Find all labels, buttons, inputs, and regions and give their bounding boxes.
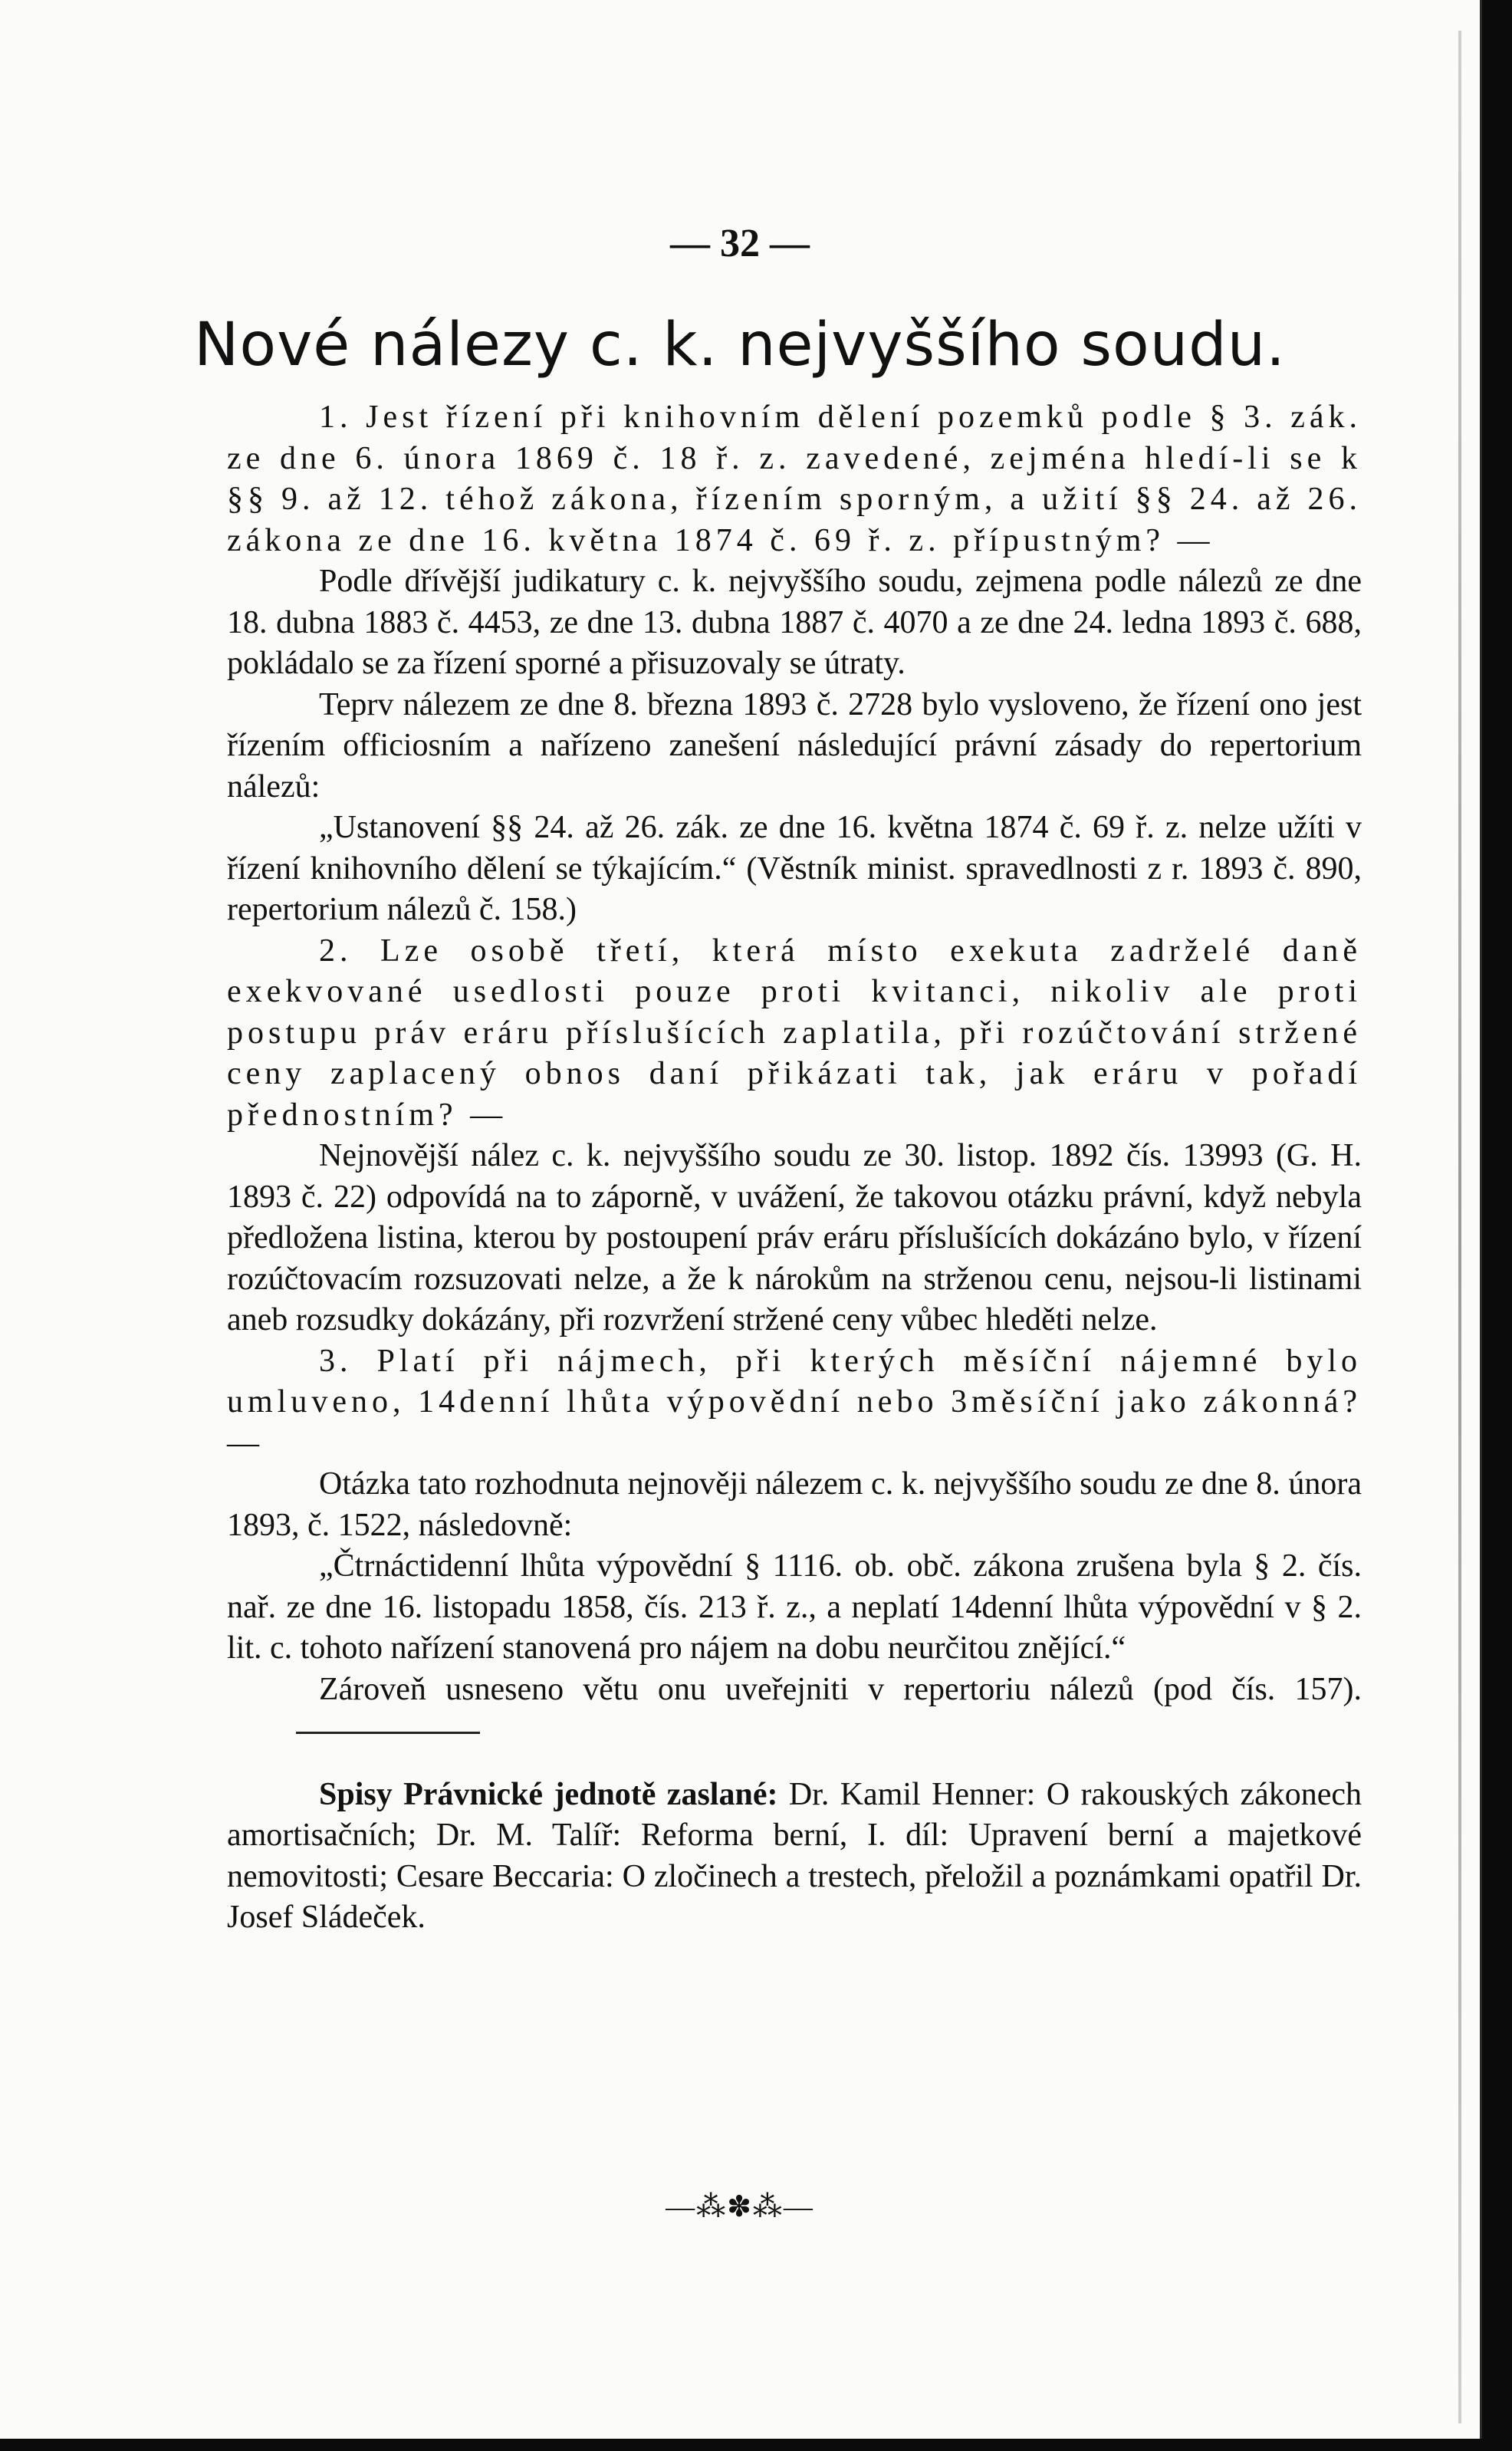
section-heading: Nové nálezy c. k. nejvyššího soudu. xyxy=(194,311,1286,380)
ornament: —⁂✽⁂— xyxy=(666,2191,814,2223)
paragraph-resolution xyxy=(227,1670,1362,1752)
paragraph-quote-1: „Ustanovení §§ 24. až 26. zák. ze dne 16. května 1874 č. 69 ř. z. nelze užíti v řízení knihovního dělení se týkajícím.“ (Věstník minist. spravedlnosti z r. 1893 č. 890, repertorium nálezů č. 158.) xyxy=(227,810,1362,927)
paragraph-resolution-text: Zároveň usneseno větu onu uveřejniti v repertoriu nálezů (pod čís. 157). xyxy=(319,1671,1362,1707)
spisy-text: Dr. Kamil Henner: O rakouských zákonech amortisačních; Dr. M. Talíř: Reforma berní, I. díl: Upravení berní a majetkové nemovitosti; Cesare Beccaria: O zločinech a trestech, přeložil a poznámkami opatřil Dr. Josef Sládeček. xyxy=(227,1776,1362,1935)
page-number: — 32 — xyxy=(670,222,810,265)
article-body xyxy=(227,397,1362,1939)
paragraph-spisy xyxy=(227,1775,1362,1939)
paragraph-answer-3: Otázka tato rozhodnuta nejnověji nálezem c. k. nejvyššího soudu ze dne 8. února 1893, č. 1522, následovně: xyxy=(227,1466,1362,1543)
paragraph-question-3: 3. Platí při nájmech, při kterých měsíční nájemné bylo umluveno, 14denní lhůta výpovědní nebo 3měsíční jako zákonná? — xyxy=(227,1343,1362,1461)
separator-rule xyxy=(296,1732,480,1734)
paragraph-ruling-1893: Teprv nálezem ze dne 8. března 1893 č. 2728 bylo vysloveno, že řízení ono jest řízením officiosním a nařízeno zanešení následující právní zásady do repertorium nálezů: xyxy=(227,686,1362,804)
paragraph-answer-2: Nejnovější nález c. k. nejvyššího soudu ze 30. listop. 1892 čís. 13993 (G. H. 1893 č. 22) odpovídá na to záporně, v uvážení, že takovou otázku právní, když nebyla předložena listina, kterou by postoupení práv eráru příslušících dokázáno bylo, v řízení rozúčtovacím rozsuzovati nelze, a že k nárokům na strženou cenu, nejsou-li listinami aneb rozsudky dokázány, při rozvržení stržené ceny vůbec hleděti nelze. xyxy=(227,1138,1362,1337)
paragraph-question-2: 2. Lze osobě třetí, která místo exekuta zadrželé daně exekvované usedlosti pouze proti kvitanci, nikoliv ale proti postupu práv eráru příslušících zaplatila, při rozúčtování stržené ceny zaplacený obnos daní přikázati tak, jak eráru v pořadí přednostním? — xyxy=(227,933,1362,1133)
scan-edge xyxy=(1458,31,1461,2423)
paragraph-previous-judikatura: Podle dřívější judikatury c. k. nejvyššího soudu, zejmena podle nálezů ze dne 18. dubna 1883 č. 4453, ze dne 13. dubna 1887 č. 4070 a ze dne 24. ledna 1893 č. 688, pokládalo se za řízení sporné a přisuzovaly se útraty. xyxy=(227,564,1362,681)
paragraph-quote-2: „Čtrnáctidenní lhůta výpovědní § 1116. ob. obč. zákona zrušena byla § 2. čís. nař. ze dne 16. listopadu 1858, čís. 213 ř. z., a neplatí 14denní lhůta výpovědní v § 2. lit. c. tohoto nařízení stanovená pro nájem na dobu neurčitou znějící.“ xyxy=(227,1548,1362,1666)
spisy-label: Spisy Právnické jednotě zaslané: xyxy=(319,1776,778,1812)
paragraph-question-1: 1. Jest řízení při knihovním dělení pozemků podle § 3. zák. ze dne 6. února 1869 č. 18 ř. z. zavedené, zejména hledí-li se k §§ 9. až 12. téhož zákona, řízením sporným, a užití §§ 24. až 26. zákona ze dne 16. května 1874 č. 69 ř. z. přípustným? — xyxy=(227,400,1362,558)
